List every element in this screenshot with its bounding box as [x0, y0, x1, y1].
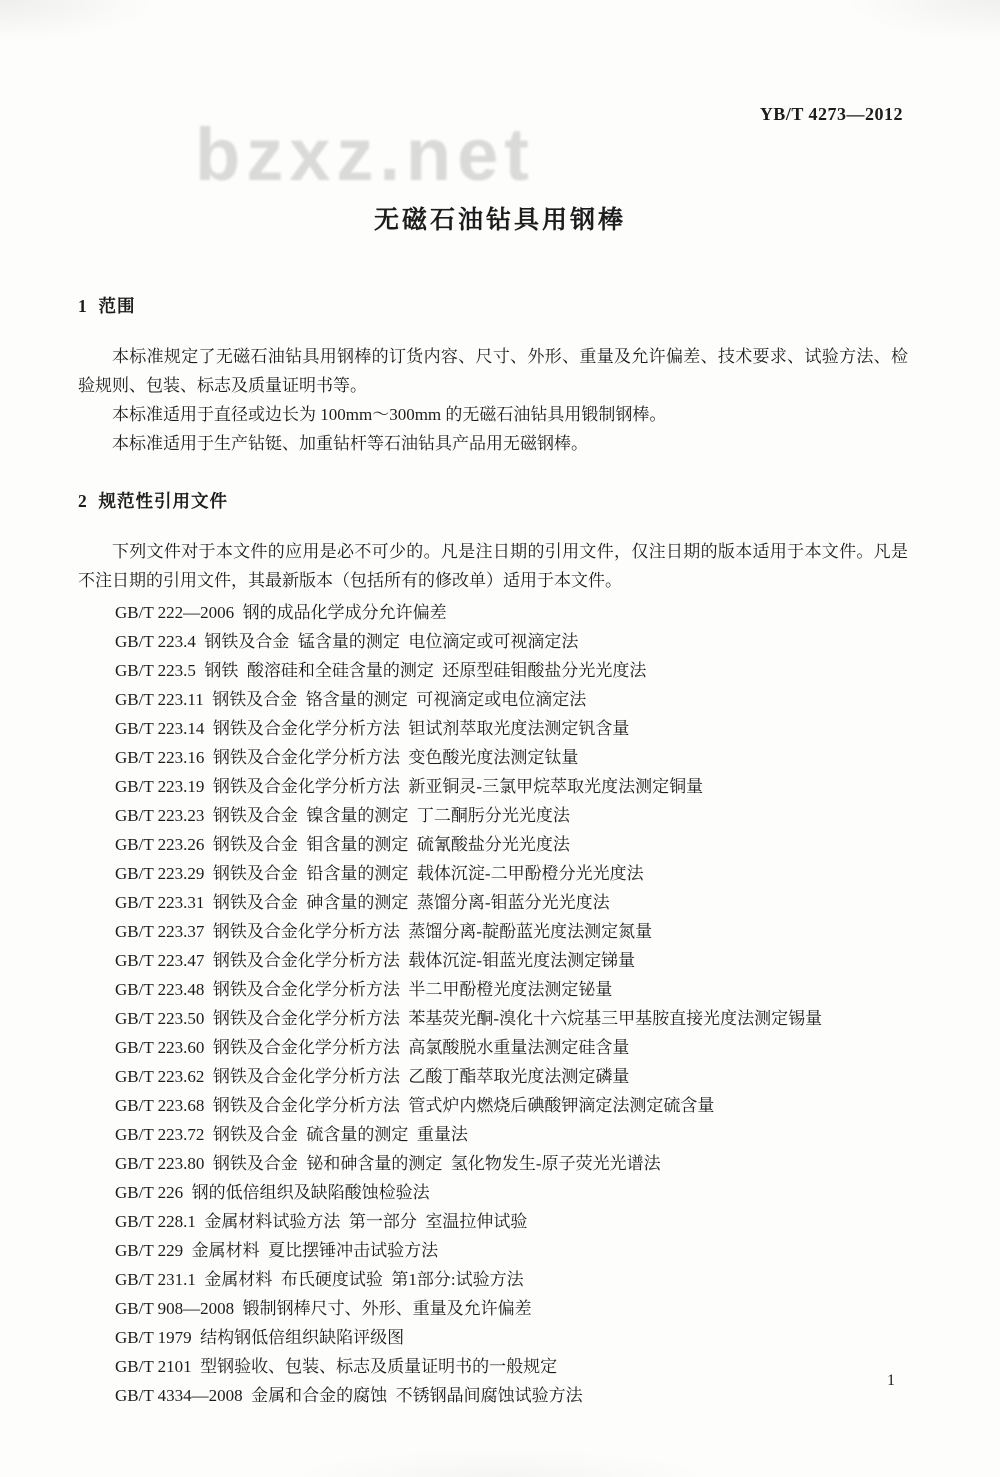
- reference-item: GB/T 229 金属材料 夏比摆锤冲击试验方法: [115, 1241, 439, 1260]
- reference-item: GB/T 223.48 钢铁及合金化学分析方法 半二甲酚橙光度法测定铋量: [115, 980, 613, 999]
- reference-item: GB/T 2101 型钢验收、包装、标志及质量证明书的一般规定: [115, 1357, 558, 1376]
- reference-item: GB/T 226 钢的低倍组织及缺陷酸蚀检验法: [115, 1183, 430, 1202]
- reference-item: GB/T 223.26 钢铁及合金 钼含量的测定 硫氰酸盐分光光度法: [115, 835, 570, 854]
- reference-item: GB/T 223.4 钢铁及合金 锰含量的测定 电位滴定或可视滴定法: [115, 632, 579, 651]
- document-body: [78, 293, 908, 1410]
- doc-number: YB/T 4273—2012: [759, 104, 903, 124]
- section-1-heading: 1 范围: [78, 296, 136, 316]
- page-number: 1: [887, 1372, 895, 1389]
- reference-item: GB/T 223.29 钢铁及合金 铅含量的测定 载体沉淀-二甲酚橙分光光度法: [115, 864, 644, 883]
- reference-item: GB/T 228.1 金属材料试验方法 第一部分 室温拉伸试验: [115, 1212, 528, 1231]
- watermark-text: bzxz.net: [195, 113, 535, 196]
- reference-item: GB/T 223.16 钢铁及合金化学分析方法 变色酸光度法测定钛量: [115, 748, 579, 767]
- reference-item: GB/T 223.5 钢铁 酸溶硅和全硅含量的测定 还原型硅钼酸盐分光光度法: [115, 661, 647, 680]
- reference-item: GB/T 223.60 钢铁及合金化学分析方法 高氯酸脱水重量法测定硅含量: [115, 1038, 630, 1057]
- reference-item: GB/T 223.19 钢铁及合金化学分析方法 新亚铜灵-三氯甲烷萃取光度法测定铜量: [115, 777, 704, 796]
- section-2-heading: 2 规范性引用文件: [78, 491, 228, 511]
- reference-item: GB/T 223.72 钢铁及合金 硫含量的测定 重量法: [115, 1125, 468, 1144]
- reference-item: GB/T 223.11 钢铁及合金 铬含量的测定 可视滴定或电位滴定法: [115, 690, 587, 709]
- scope-paragraph: 本标准规定了无磁石油钻具用钢棒的订货内容、尺寸、外形、重量及允许偏差、技术要求、试验方法、检验规则、包装、标志及质量证明书等。: [78, 347, 908, 395]
- reference-item: GB/T 223.14 钢铁及合金化学分析方法 钽试剂萃取光度法测定钒含量: [115, 719, 630, 738]
- scope-paragraph: 本标准适用于生产钻铤、加重钻杆等石油钻具产品用无磁钢棒。: [112, 434, 588, 453]
- reference-item: GB/T 223.62 钢铁及合金化学分析方法 乙酸丁酯萃取光度法测定磷量: [115, 1067, 630, 1086]
- reference-item: GB/T 908—2008 锻制钢棒尺寸、外形、重量及允许偏差: [115, 1299, 532, 1318]
- references-intro: 下列文件对于本文件的应用是必不可少的。凡是注日期的引用文件，仅注日期的版本适用于本文件。凡是不注日期的引用文件，其最新版本（包括所有的修改单）适用于本文件。: [78, 542, 908, 590]
- scope-paragraph: 本标准适用于直径或边长为 100mm～300mm 的无磁石油钻具用锻制钢棒。: [112, 405, 667, 424]
- reference-item: GB/T 223.80 钢铁及合金 铋和砷含量的测定 氢化物发生-原子荧光光谱法: [115, 1154, 661, 1173]
- reference-item: GB/T 223.23 钢铁及合金 镍含量的测定 丁二酮肟分光光度法: [115, 806, 570, 825]
- reference-item: GB/T 223.31 钢铁及合金 砷含量的测定 蒸馏分离-钼蓝分光光度法: [115, 893, 610, 912]
- reference-list: [115, 598, 908, 1410]
- reference-item: GB/T 231.1 金属材料 布氏硬度试验 第1部分:试验方法: [115, 1270, 524, 1289]
- scope-paragraphs: [78, 342, 908, 458]
- reference-item: GB/T 223.47 钢铁及合金化学分析方法 载体沉淀-钼蓝光度法测定锑量: [115, 951, 636, 970]
- reference-item: GB/T 222—2006 钢的成品化学成分允许偏差: [115, 603, 447, 622]
- reference-item: GB/T 223.68 钢铁及合金化学分析方法 管式炉内燃烧后碘酸钾滴定法测定硫含量: [115, 1096, 715, 1115]
- document-title: 无磁石油钻具用钢棒: [373, 207, 626, 234]
- reference-item: GB/T 1979 结构钢低倍组织缺陷评级图: [115, 1328, 405, 1347]
- reference-item: GB/T 223.50 钢铁及合金化学分析方法 苯基荧光酮-溴化十六烷基三甲基胺直接光度法测定锡量: [115, 1009, 823, 1028]
- reference-item: GB/T 4334—2008 金属和合金的腐蚀 不锈钢晶间腐蚀试验方法: [115, 1386, 583, 1405]
- reference-item: GB/T 223.37 钢铁及合金化学分析方法 蒸馏分离-靛酚蓝光度法测定氮量: [115, 922, 653, 941]
